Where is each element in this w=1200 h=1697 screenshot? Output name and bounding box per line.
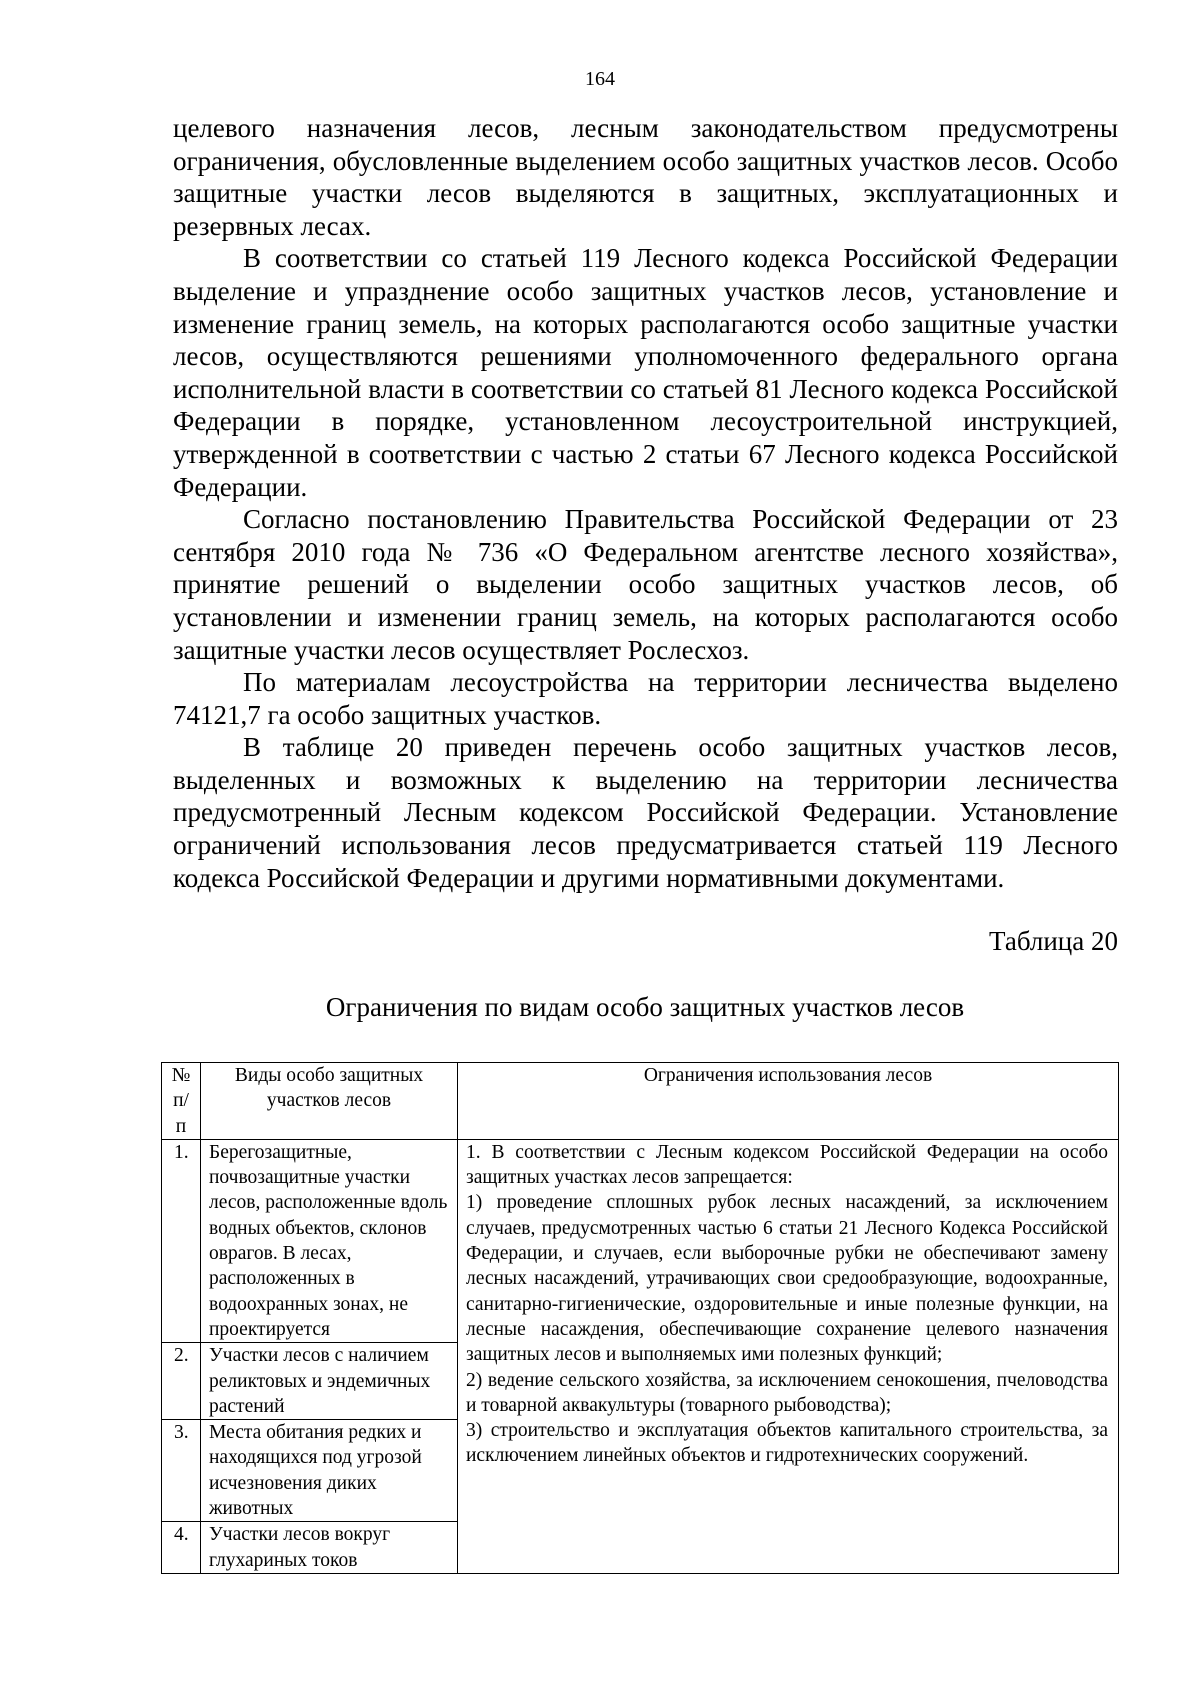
paragraph: В соответствии со статьей 119 Лесного кодекса Российской Федерации выделение и упразднение особо защитных участков лесов, установление и изменение границ земель, на которых располагаются особо защитные участки лесов, осуществляются решениями уполномоченного федерального органа исполнительной власти в соответствии со статьей 81 Лесного кодекса Российской Федерации в порядке, установленном лесоустроительной инструкцией, утвержденной в соответствии с частью 2 статьи 67 Лесного кодекса Российской Федерации. <box>173 243 1118 502</box>
row-type: Участки лесов с наличием реликтовых и эндемичных растений <box>201 1343 458 1420</box>
row-number: 3. <box>162 1420 201 1522</box>
row-number: 4. <box>162 1522 201 1574</box>
paragraph: целевого назначения лесов, лесным законодательством предусмотрены ограничения, обусловленные выделением особо защитных участков лесов. Особо защитные участки лесов выделяются в защитных, эксплуатационных и резервных лесах. <box>173 113 1118 241</box>
restriction-item: 3) строительство и эксплуатация объектов капитального строительства, за исключением линейных объектов и гидротехнических сооружений. <box>466 1420 1108 1467</box>
header-num: № п/п <box>162 1063 201 1140</box>
restriction-item: 1) проведение сплошных рубок лесных насаждений, за исключением случаев, предусмотренных частью 6 статьи 21 Лесного Кодекса Российской Федерации, и случаев, если выборочные рубки не обеспечивают замену лесных насаждений, утрачивающих свои средообразующие, водоохранные, санитарно-гигиенические, оздоровительные и иные полезные функции, на лесные насаждения, обеспечивающие сохранение целевого назначения защитных лесов и выполняемых ими полезных функций; <box>466 1192 1108 1366</box>
body-text <box>173 112 1118 894</box>
restriction-item: 2) ведение сельского хозяйства, за исключением сенокошения, пчеловодства и товарной аквакультуры (товарного рыбоводства); <box>466 1369 1108 1416</box>
paragraph: Согласно постановлению Правительства Российской Федерации от 23 сентября 2010 года № 736 «О Федеральном агентстве лесного хозяйства», принятие решений о выделении особо защитных участков лесов, об установлении и изменении границ земель, на которых располагаются особо защитные участки лесов осуществляет Рослесхоз. <box>173 504 1118 665</box>
restriction-item: 1. В соответствии с Лесным кодексом Российской Федерации на особо защитных участках лесов запрещается: <box>466 1141 1108 1189</box>
row-type: Участки лесов вокруг глухариных токов <box>201 1522 458 1574</box>
table-row <box>162 1139 1119 1342</box>
table-header-row <box>162 1063 1119 1140</box>
row-number: 1. <box>162 1139 201 1342</box>
table-title: Ограничения по видам особо защитных участков лесов <box>325 992 965 1022</box>
row-type: Места обитания редких и находящихся под угрозой исчезновения диких животных <box>201 1420 458 1522</box>
restrictions-cell <box>458 1139 1119 1573</box>
restrictions-table <box>161 1062 1119 1574</box>
header-restrictions: Ограничения использования лесов <box>458 1063 1119 1140</box>
paragraph: В таблице 20 приведен перечень особо защитных участков лесов, выделенных и возможных к выделению на территории лесничества предусмотренный Лесным кодексом Российской Федерации. Установление ограничений использования лесов предусматривается статьей 119 Лесного кодекса Российской Федерации и другими нормативными документами. <box>173 732 1118 893</box>
table-label: Таблица 20 <box>989 926 1118 956</box>
paragraph: По материалам лесоустройства на территории лесничества выделено 74121,7 га особо защитных участков. <box>173 667 1118 730</box>
row-type: Берегозащитные, почвозащитные участки лесов, расположенные вдоль водных объектов, склонов оврагов. В лесах, расположенных в водоохранных зонах, не проектируется <box>201 1139 458 1342</box>
row-number: 2. <box>162 1343 201 1420</box>
page-number: 164 <box>585 68 615 90</box>
header-type: Виды особо защитных участков лесов <box>201 1063 458 1140</box>
